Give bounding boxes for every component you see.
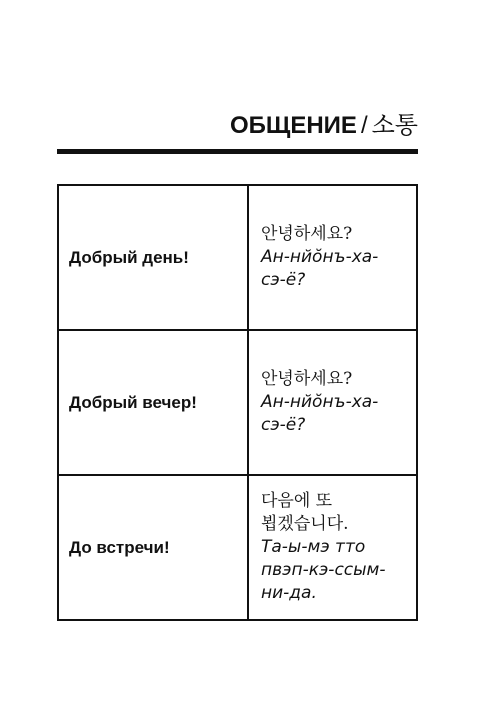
korean-phrase: 뵙겠습니다.	[261, 514, 349, 534]
heading-korean: 소통	[371, 111, 418, 139]
korean-phrase: 안녕하세요?	[261, 369, 353, 389]
korean-cell	[248, 330, 417, 475]
russian-cell	[58, 185, 248, 330]
transcription-line: сэ-ё?	[261, 415, 306, 435]
table-row	[58, 185, 417, 330]
russian-phrase: Добрый вечер!	[69, 392, 197, 412]
transcription-line: Ан-нйŏнъ-ха-	[261, 247, 379, 267]
page-heading	[230, 110, 418, 141]
transcription-line: сэ-ё?	[261, 270, 306, 290]
heading-separator: /	[360, 112, 368, 139]
heading-rule	[57, 149, 418, 154]
transcription-line: Та-ы-мэ тто	[261, 537, 366, 557]
korean-phrase: 다음에 또	[261, 491, 333, 511]
russian-phrase: Добрый день!	[69, 247, 189, 267]
russian-cell	[58, 475, 248, 620]
russian-phrase: До встречи!	[69, 537, 170, 557]
table-row	[58, 330, 417, 475]
phrase-table	[57, 184, 418, 621]
heading-title: ОБЩЕНИЕ	[229, 112, 357, 139]
table-row	[58, 475, 417, 620]
transcription-line: пвэп-кэ-ссым-	[261, 560, 386, 580]
transcription-line: Ан-нйŏнъ-ха-	[261, 392, 379, 412]
russian-cell	[58, 330, 248, 475]
korean-phrase: 안녕하세요?	[261, 224, 353, 244]
korean-cell	[248, 185, 417, 330]
korean-cell	[248, 475, 417, 620]
transcription-line: ни-да.	[261, 583, 317, 603]
